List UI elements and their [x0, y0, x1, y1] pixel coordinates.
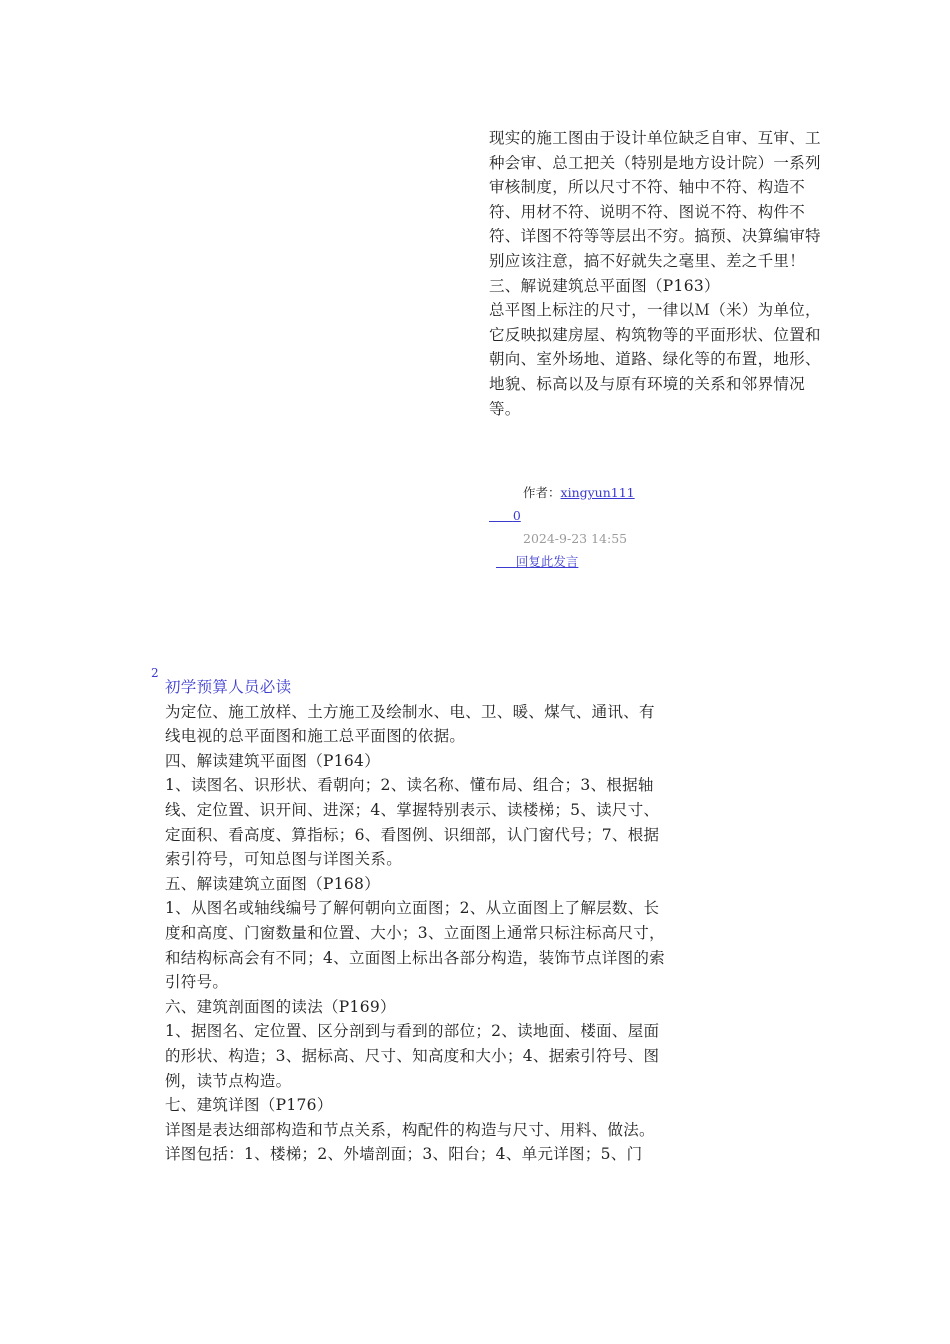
paragraph: 详图包括：1、楼梯；2、外墙剖面；3、阳台；4、单元详图；5、门 — [165, 1145, 643, 1164]
reply-line — [489, 551, 829, 574]
paragraph: 为定位、施工放样、土方施工及绘制水、电、卫、暖、煤气、通讯、有线电视的总平面图和施工总平面图的依据。 — [165, 702, 655, 746]
author-link[interactable]: xingyun111 — [560, 485, 635, 500]
section-heading: 四、解读建筑平面图（P164） — [165, 751, 381, 770]
post-body-bottom — [165, 675, 665, 1167]
paragraph: 现实的施工图由于设计单位缺乏自审、互审、工种会审、总工把关（特别是地方设计院）一系列审核制度，所以尺寸不符、轴中不符、构造不符、用材不符、说明不符、图说不符、构件不符、详图不符等等层出不穷。搞预、决算编审特别应该注意，搞不好就失之毫里、差之千里！ — [489, 129, 821, 270]
score-value: 0 — [512, 508, 521, 523]
paragraph: 1、从图名或轴线编号了解何朝向立面图；2、从立面图上了解层数、长度和高度、门窗数量和位置、大小；3、立面图上通常只标注标高尺寸，和结构标高会有不同；4、立面图上标出各部分构造，装饰节点详图的索引符号。 — [165, 899, 665, 992]
paragraph: 1、读图名、识形状、看朝向；2、读名称、懂布局、组合；3、根据轴线、定位置、识开间、进深；4、掌握特别表示、读楼梯；5、读尺寸、定面积、看高度、算指标；6、看图例、识细部，认门窗代号；7、根据索引符号，可知总图与详图关系。 — [165, 776, 660, 869]
section-heading: 六、建筑剖面图的读法（P169） — [165, 997, 396, 1016]
post-number: 2 — [151, 666, 159, 680]
score-link[interactable] — [489, 508, 521, 523]
section-heading: 五、解读建筑立面图（P168） — [165, 874, 381, 893]
post-date: 2024-9-23 14:55 — [523, 531, 628, 546]
paragraph: 1、据图名、定位置、区分剖到与看到的部位；2、读地面、楼面、屋面的形状、构造；3、据标高、尺寸、知高度和大小；4、据索引符号、图例，读节点构造。 — [165, 1022, 660, 1090]
post-meta — [489, 482, 829, 574]
reply-link[interactable] — [496, 554, 578, 569]
score-line — [489, 505, 829, 528]
post-body-top — [489, 126, 829, 421]
section-heading: 七、建筑详图（P176） — [165, 1096, 333, 1115]
paragraph: 总平图上标注的尺寸，一律以Ｍ（米）为单位，它反映拟建房屋、构筑物等的平面形状、位置和朝向、室外场地、道路、绿化等的布置，地形、地貌、标高以及与原有环境的关系和邻界情况等。 — [489, 301, 821, 418]
section-heading: 三、解说建筑总平面图（P163） — [489, 276, 720, 295]
date-line — [489, 528, 829, 551]
author-label: 作者： — [523, 485, 561, 500]
paragraph: 详图是表达细部构造和节点关系，构配件的构造与尺寸、用料、做法。 — [165, 1120, 655, 1139]
author-line — [489, 482, 829, 505]
post-title[interactable]: 初学预算人员必读 — [165, 678, 292, 696]
reply-label: 回复此发言 — [515, 554, 579, 569]
